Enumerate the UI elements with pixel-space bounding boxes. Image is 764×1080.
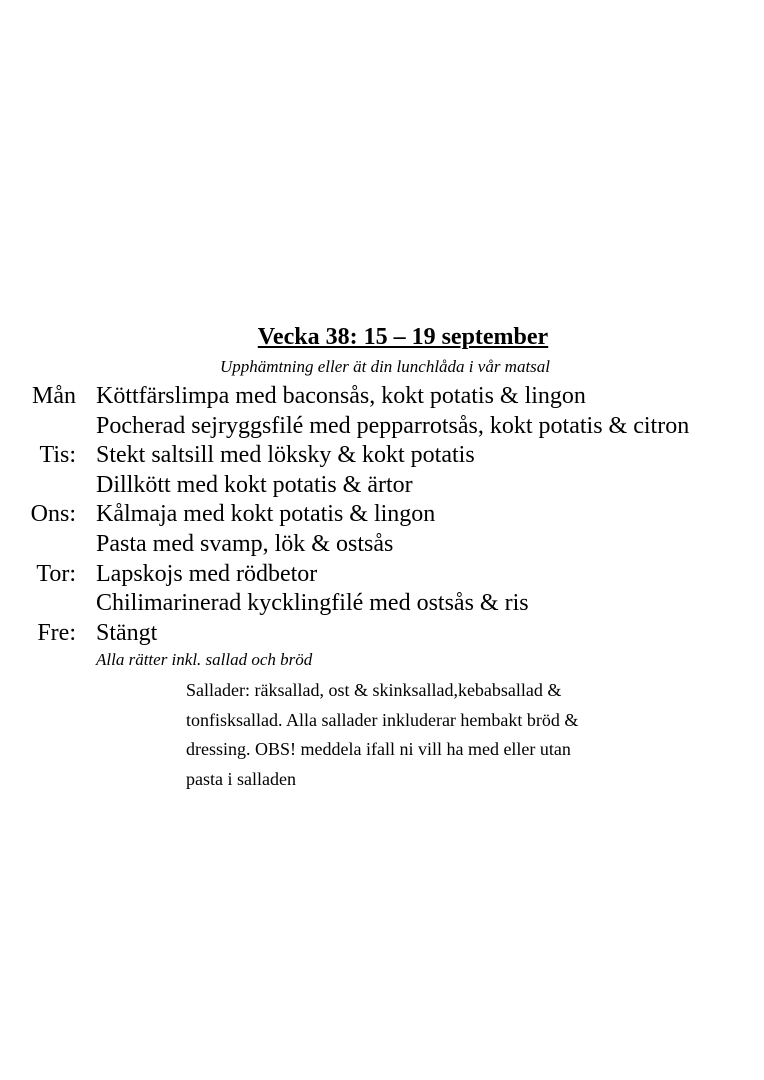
salad-line: tonfisksallad. Alla sallader inkluderar hembakt bröd & [186,709,579,730]
menu-row [0,619,764,649]
menu-row [0,441,764,471]
menu-note: Alla rätter inkl. sallad och bröd [96,650,313,669]
dish-text: Stängt [96,619,158,646]
salad-info [186,676,656,794]
dish-text: Pocherad sejryggsfilé med pepparrotsås, kokt potatis & citron [96,412,690,439]
day-label: Ons: [30,501,76,528]
dish-text: Chilimarinerad kycklingfilé med ostsås & ris [96,590,529,617]
weekly-menu [0,382,764,648]
menu-row [0,412,764,442]
subtitle: Upphämtning eller ät din lunchlåda i vår matsal [219,357,551,376]
dish-text: Köttfärslimpa med baconsås, kokt potatis & lingon [96,383,586,409]
menu-row [0,500,764,530]
page-title: Vecka 38: 15 – 19 september [257,324,549,350]
menu-row [0,530,764,560]
day-label: Tis: [39,442,76,469]
day-label: Fre: [37,619,76,646]
salad-line: Sallader: räksallad, ost & skinksallad,kebabsallad & [186,680,562,700]
salad-line: dressing. OBS! meddela ifall ni vill ha med eller utan [186,739,571,759]
menu-row [0,589,764,619]
salad-line: pasta i salladen [186,768,296,789]
dish-text: Pasta med svamp, lök & ostsås [96,530,394,557]
dish-text: Stekt saltsill med löksky & kokt potatis [96,442,475,469]
dish-text: Dillkött med kokt potatis & ärtor [96,471,413,498]
menu-row [0,471,764,501]
day-label: Mån [32,383,76,409]
dish-text: Lapskojs med rödbetor [96,560,318,587]
dish-text: Kålmaja med kokt potatis & lingon [96,501,436,528]
menu-row [0,382,764,412]
day-label: Tor: [36,560,76,587]
menu-row [0,560,764,590]
